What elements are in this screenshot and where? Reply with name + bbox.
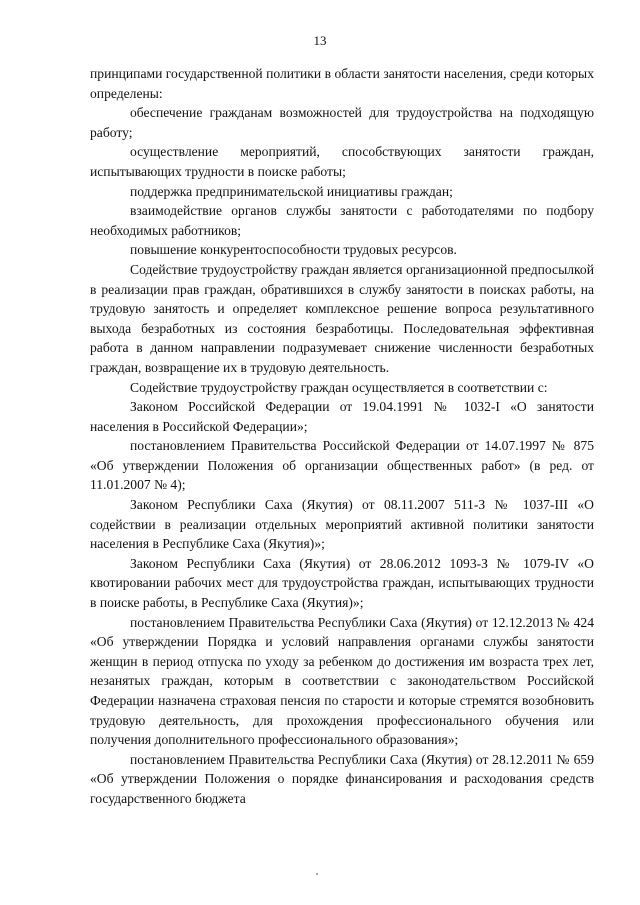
list-item: взаимодействие органов службы занятости с работодателями по подбору необходимых работников; (90, 203, 594, 238)
paragraph: Содействие трудоустройству граждан осуществляется в соответствии с: (130, 379, 548, 395)
legal-reference: Законом Российской Федерации от 19.04.1991 № 1032-I «О занятости населения в Российской Федерации»; (90, 399, 594, 434)
list-item: повышение конкурентоспособности трудовых ресурсов. (130, 242, 457, 258)
legal-reference: постановлением Правительства Республики Саха (Якутия) от 28.12.2011 № 659 «Об утверждении Положения о порядке финансирования и расходования средств государственного бюджета (90, 751, 594, 806)
paragraph: Содействие трудоустройству граждан является организационной предпосылкой в реализации прав граждан, обратившихся в службу занятости в поисках работы, на трудовую занятость и определяет комплексное решение вопроса результативного выхода безработных из состояния безработицы. Последовательная эффективная работа в данном направлении подразумевает снижение численности безработных граждан, возвращение их в трудовую деятельность. (90, 261, 594, 375)
body-text (90, 64, 594, 809)
legal-reference: постановлением Правительства Российской Федерации от 14.07.1997 № 875 «Об утверждении Положения об организации общественных работ» (в ред. от 11.01.2007 № 4); (90, 438, 594, 493)
list-item: осуществление мероприятий, способствующих занятости граждан, испытывающих трудности в поиске работы; (90, 144, 594, 179)
legal-reference: постановлением Правительства Республики Саха (Якутия) от 12.12.2013 № 424 «Об утверждении Порядка и условий направления органами службы занятости женщин в период отпуска по уходу за ребенком до достижения им возраста трех лет, незанятых граждан, которым в соответствии с законодательством Российской Федерации назначена страховая пенсия по старости и которые стремятся возобновить трудовую деятельность, для прохождения профессионального обучения или получения дополнительного профессионального образования»; (90, 614, 594, 748)
list-item: обеспечение гражданам возможностей для трудоустройства на подходящую работу; (90, 105, 594, 140)
legal-reference: Законом Республики Саха (Якутия) от 08.11.2007 511-З № 1037-III «О содействии в реализации отдельных мероприятий активной политики занятости населения в Республике Саха (Якутия)»; (90, 497, 594, 552)
paragraph: принципами государственной политики в области занятости населения, среди которых определены: (90, 66, 594, 101)
list-item: поддержка предпринимательской инициативы граждан; (130, 183, 453, 199)
scan-dot (316, 873, 318, 875)
page-number: 13 (313, 33, 327, 48)
legal-reference: Законом Республики Саха (Якутия) от 28.06.2012 1093-З № 1079-IV «О квотировании рабочих мест для трудоустройства граждан, испытывающих трудности в поиске работы, в Республике Саха (Якутия)»; (90, 555, 594, 611)
